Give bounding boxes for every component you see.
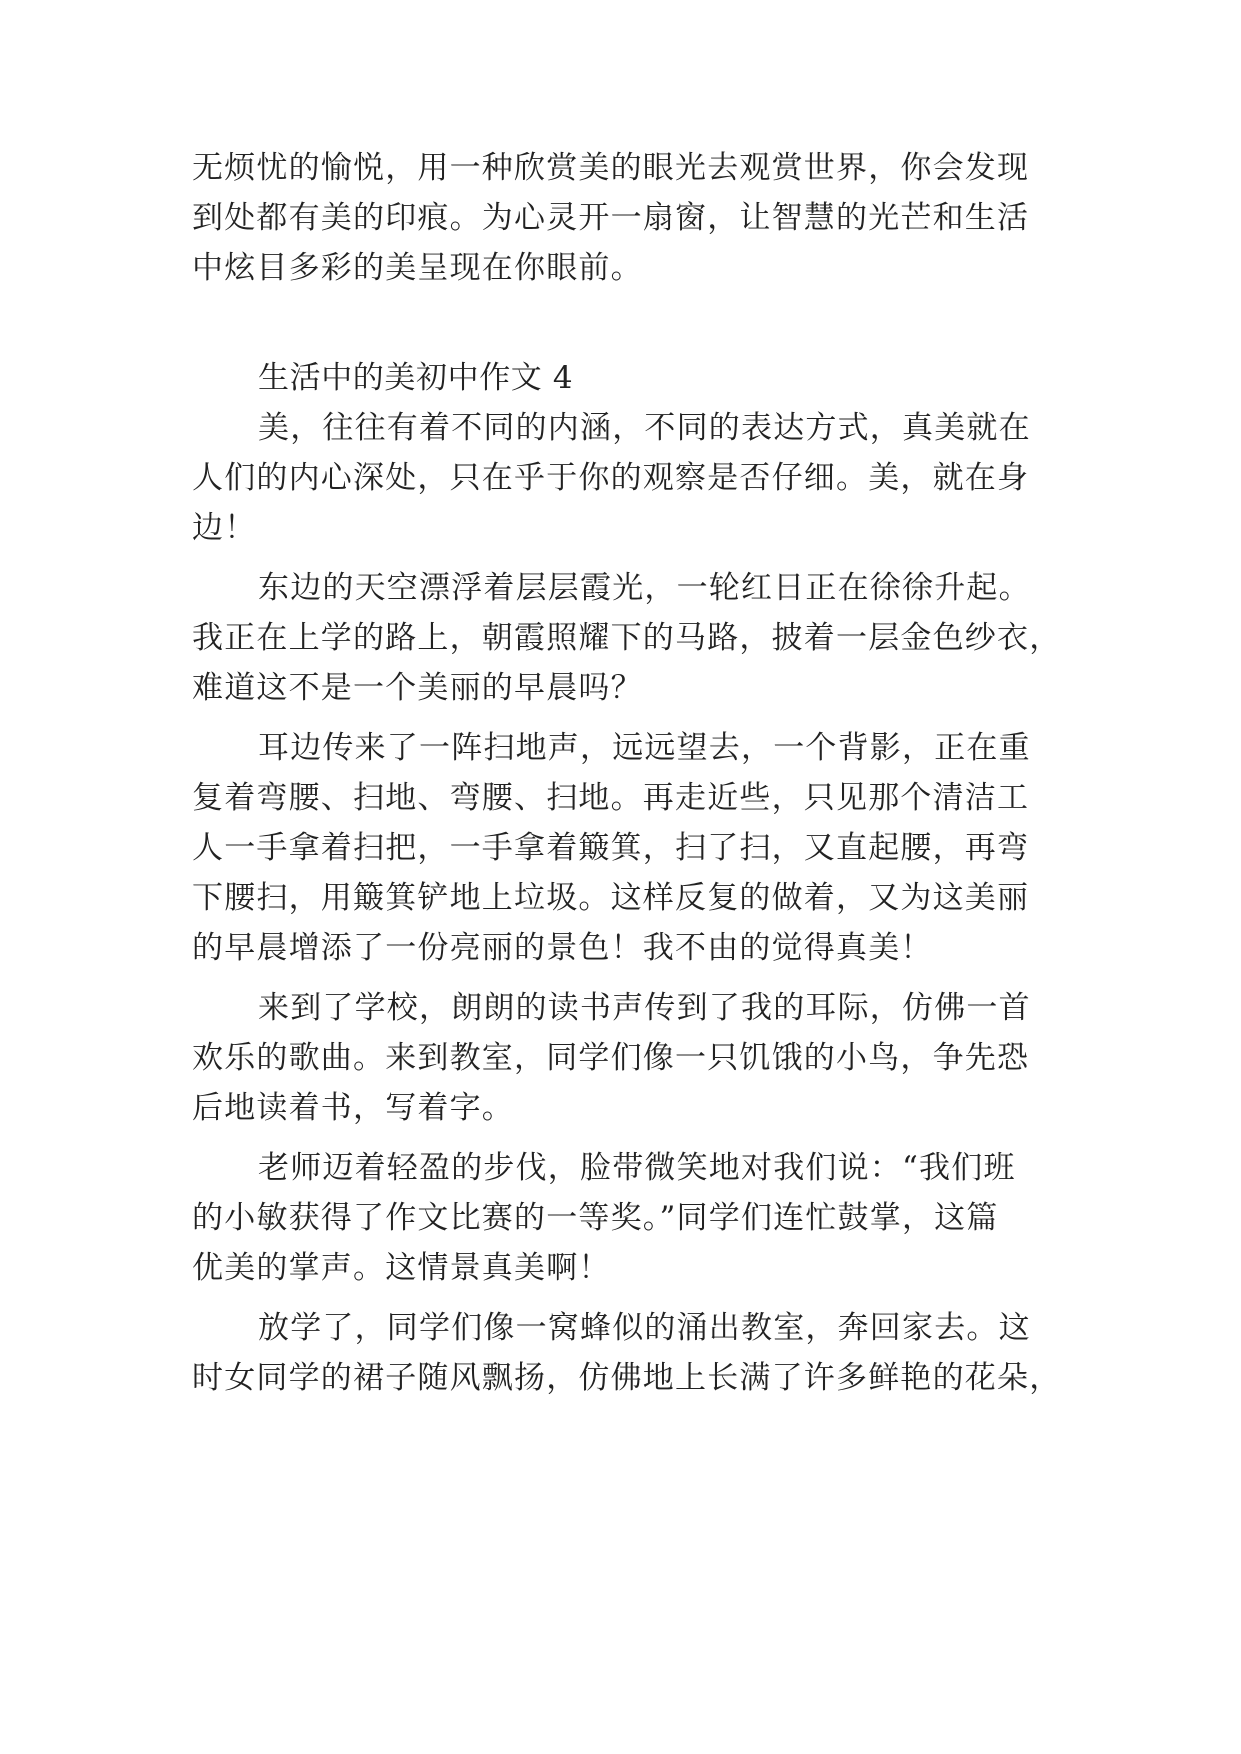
text-line: 难道这不是一个美丽的早晨吗？ [192,670,643,706]
text-line: 后地读着书，写着字。 [192,1090,514,1126]
paragraph-first-line: 美，往往有着不同的内涵，不同的表达方式，真美就在 [258,410,1031,446]
paragraph-first-line: 东边的天空漂浮着层层霞光，一轮红日正在徐徐升起。 [258,570,1031,606]
text-line: 人一手拿着扫把，一手拿着簸箕，扫了扫，又直起腰，再弯 [192,830,1030,866]
paragraph-first-line: 老师迈着轻盈的步伐，脸带微笑地对我们说：“我们班 [258,1150,1016,1186]
text-line: 边！ [192,510,257,546]
text-line: 人们的内心深处，只在乎于你的观察是否仔细。美，就在身 [192,460,1030,496]
paragraph-first-line: 耳边传来了一阵扫地声，远远望去，一个背影，正在重 [258,730,1031,766]
paragraph-first-line: 放学了，同学们像一窝蜂似的涌出教室，奔回家去。这 [258,1310,1031,1346]
text-line: 复着弯腰、扫地、弯腰、扫地。再走近些，只见那个清洁工 [192,780,1030,816]
text-line: 的早晨增添了一份亮丽的景色！我不由的觉得真美！ [192,930,933,966]
text-line: 无烦忧的愉悦，用一种欣赏美的眼光去观赏世界，你会发现 [192,150,1030,186]
section-title: 生活中的美初中作文 4 [258,360,574,396]
text-line: 时女同学的裙子随风飘扬，仿佛地上长满了许多鲜艳的花朵， [192,1360,1062,1396]
text-line: 下腰扫，用簸箕铲地上垃圾。这样反复的做着，又为这美丽 [192,880,1030,916]
text-line: 欢乐的歌曲。来到教室，同学们像一只饥饿的小鸟，争先恐 [192,1040,1030,1076]
text-line: 的小敏获得了作文比赛的一等奖。”同学们连忙鼓掌，这篇 [192,1200,999,1236]
text-line: 优美的掌声。这情景真美啊！ [192,1250,611,1286]
text-line: 中炫目多彩的美呈现在你眼前。 [192,250,643,286]
paragraph-first-line: 来到了学校，朗朗的读书声传到了我的耳际，仿佛一首 [258,990,1031,1026]
text-line: 我正在上学的路上，朝霞照耀下的马路，披着一层金色纱衣， [192,620,1062,656]
text-line: 到处都有美的印痕。为心灵开一扇窗，让智慧的光芒和生活 [192,200,1030,236]
